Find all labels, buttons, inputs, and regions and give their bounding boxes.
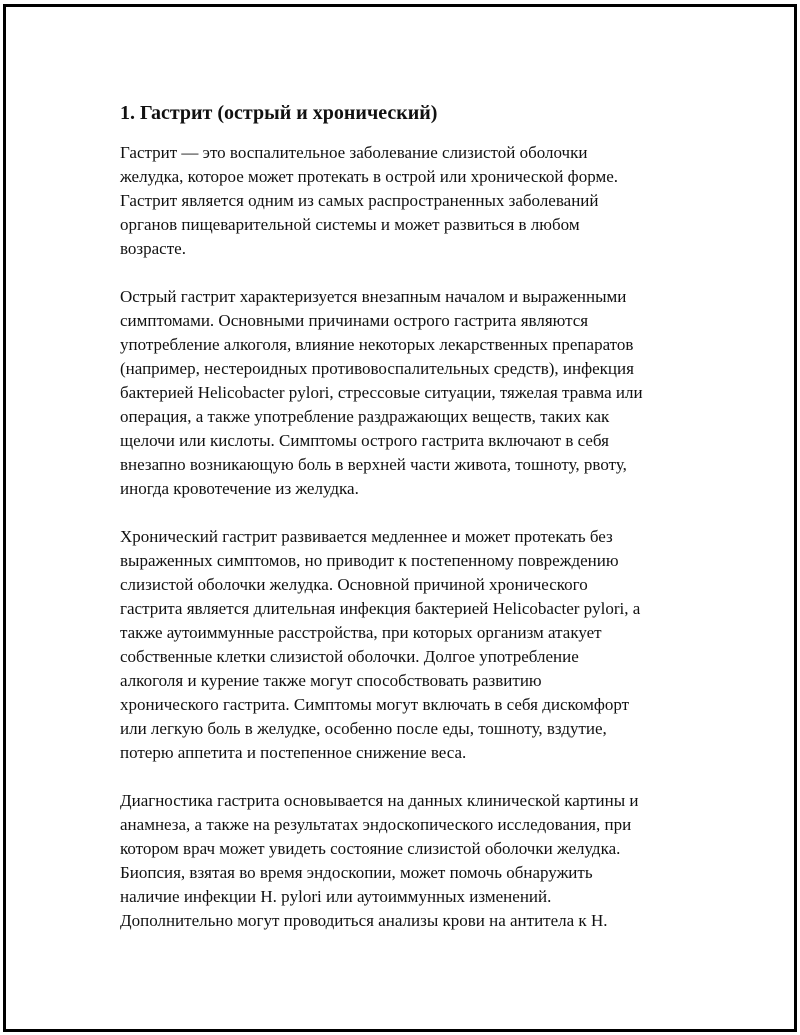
text-line: также аутоиммунные расстройства, при которых организм атакует: [120, 623, 602, 642]
text-line: наличие инфекции H. pylori или аутоиммунных изменений.: [120, 887, 552, 906]
paragraphs-container: [120, 141, 710, 933]
text-line: внезапно возникающую боль в верхней части живота, тошноту, рвоту,: [120, 455, 627, 474]
text-line: алкоголя и курение также могут способствовать развитию: [120, 671, 542, 690]
text-line: котором врач может увидеть состояние слизистой оболочки желудка.: [120, 839, 621, 858]
text-line: выраженных симптомов, но приводит к постепенному повреждению: [120, 551, 619, 570]
text-line: гастрита является длительная инфекция бактерией Helicobacter pylori, а: [120, 599, 641, 618]
text-line: Биопсия, взятая во время эндоскопии, может помочь обнаружить: [120, 863, 593, 882]
text-line: хронического гастрита. Симптомы могут включать в себя дискомфорт: [120, 695, 630, 714]
text-line: Хронический гастрит развивается медленнее и может протекать без: [120, 527, 613, 546]
text-line: Гастрит — это воспалительное заболевание слизистой оболочки: [120, 143, 588, 162]
text-line: симптомами. Основными причинами острого гастрита являются: [120, 311, 589, 330]
text-line: Дополнительно могут проводиться анализы крови на антитела к H.: [120, 911, 608, 930]
text-line: Острый гастрит характеризуется внезапным началом и выраженными: [120, 287, 627, 306]
page-frame: [3, 4, 797, 1032]
text-line: операция, а также употребление раздражающих веществ, таких как: [120, 407, 610, 426]
paragraph: [120, 141, 710, 261]
text-line: Гастрит является одним из самых распространенных заболеваний: [120, 191, 599, 210]
text-line: желудка, которое может протекать в острой или хронической форме.: [120, 167, 618, 186]
text-line: щелочи или кислоты. Симптомы острого гастрита включают в себя: [120, 431, 609, 450]
text-line: анамнеза, а также на результатах эндоскопического исследования, при: [120, 815, 632, 834]
text-line: возрасте.: [120, 239, 186, 258]
paragraph: [120, 285, 710, 501]
text-line: (например, нестероидных противовоспалительных средств), инфекция: [120, 359, 634, 378]
text-line: слизистой оболочки желудка. Основной причиной хронического: [120, 575, 588, 594]
text-line: употребление алкоголя, влияние некоторых лекарственных препаратов: [120, 335, 634, 354]
text-line: бактерией Helicobacter pylori, стрессовые ситуации, тяжелая травма или: [120, 383, 643, 402]
text-line: Диагностика гастрита основывается на данных клинической картины и: [120, 791, 639, 810]
paragraph: [120, 525, 710, 765]
text-line: или легкую боль в желудке, особенно после еды, тошноту, вздутие,: [120, 719, 607, 738]
document-content: [120, 101, 710, 957]
text-line: органов пищеварительной системы и может развиться в любом: [120, 215, 580, 234]
section-heading: 1. Гастрит (острый и хронический): [120, 102, 438, 124]
text-line: потерю аппетита и постепенное снижение веса.: [120, 743, 467, 762]
paragraph: [120, 789, 710, 933]
text-line: иногда кровотечение из желудка.: [120, 479, 359, 498]
text-line: собственные клетки слизистой оболочки. Долгое употребление: [120, 647, 579, 666]
